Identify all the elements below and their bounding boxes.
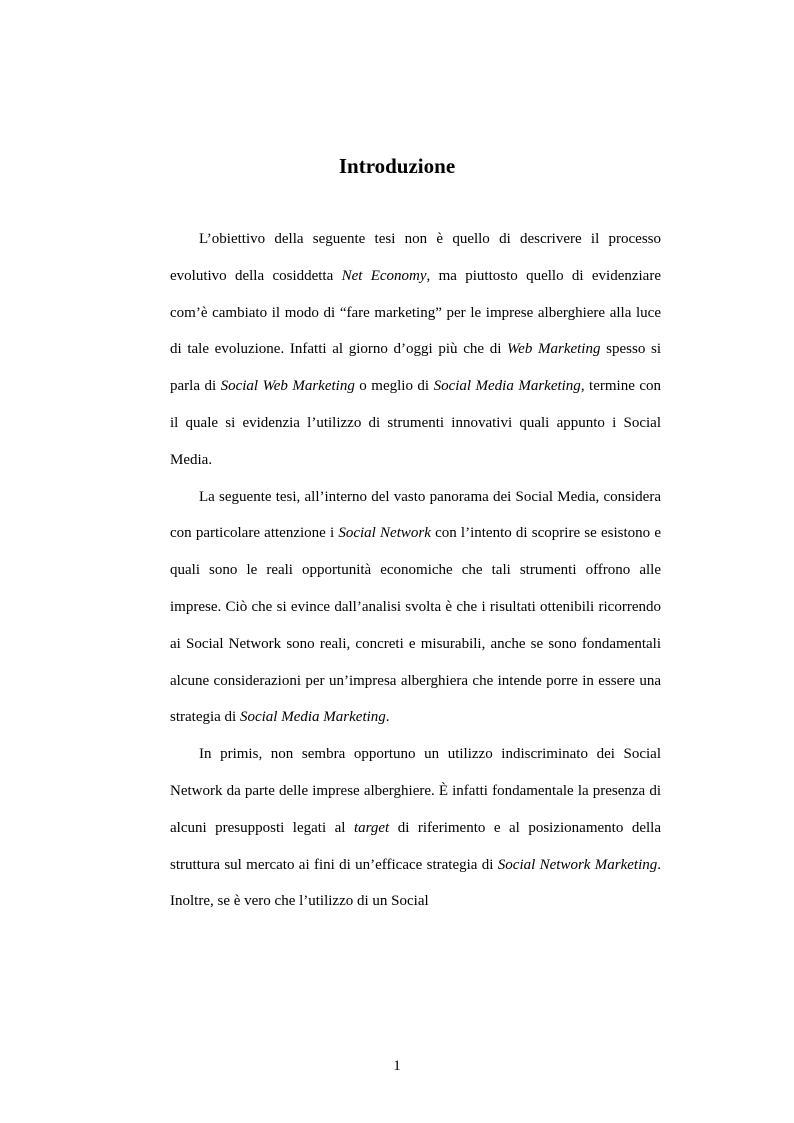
page-number: 1 bbox=[393, 1058, 401, 1074]
italic-term: target bbox=[353, 819, 390, 836]
text-run: . bbox=[385, 709, 390, 726]
italic-term: Web Marketing bbox=[507, 341, 601, 358]
italic-term: Social Network Marketing bbox=[497, 856, 658, 873]
italic-term: Social Network bbox=[338, 525, 431, 542]
text-run: L’obiettivo della seguente tesi non è quello di descrivere il processo evolutivo della cosiddetta bbox=[170, 231, 661, 284]
text-run: In primis, non sembra opportuno un utilizzo indiscriminato dei Social Network da parte delle imprese alberghiere. È infatti fondamentale la presenza di alcuni presupposti legati al bbox=[170, 746, 661, 836]
text-run: o meglio di bbox=[354, 378, 434, 395]
paragraph bbox=[170, 221, 661, 479]
italic-term: Net Economy bbox=[341, 267, 427, 284]
text-run: , ma piuttosto quello di evidenziare com’è cambiato il modo di “fare marketing” per le imprese alberghiere alla luce di tale evoluzione. Infatti al giorno d’oggi più che di bbox=[170, 267, 661, 358]
italic-term: Social Media Marketing bbox=[239, 709, 386, 726]
text-run: , termine con il quale si evidenzia l’utilizzo di strumenti innovativi quali appunto i Social Media. bbox=[170, 378, 661, 468]
paragraph bbox=[170, 479, 661, 737]
text-run: con l’intento di scoprire se esistono e quali sono le reali opportunità economiche che tali strumenti offrono alle imprese. Ciò che si evince dall’analisi svolta è che i risultati ottenibili ricorrendo ai Social Network sono reali, concreti e misurabili, anche se sono fondamentali alcune considerazioni per un’impresa alberghiera che intende porre in essere una strategia di bbox=[170, 525, 661, 726]
text-run: La seguente tesi, all’interno del vasto panorama dei Social Media, considera con particolare attenzione i bbox=[170, 488, 661, 542]
page-title: Introduzione bbox=[338, 154, 456, 178]
text-run: di riferimento e al posizionamento della struttura sul mercato ai fini di un’efficace strategia di bbox=[170, 819, 661, 873]
paragraph bbox=[170, 736, 661, 920]
body-text bbox=[170, 221, 661, 920]
italic-term: Social Web Marketing bbox=[220, 378, 355, 395]
text-run: spesso si parla di bbox=[170, 341, 662, 395]
text-run: . Inoltre, se è vero che l’utilizzo di un Social bbox=[170, 856, 662, 910]
italic-term: Social Media Marketing bbox=[433, 378, 581, 395]
